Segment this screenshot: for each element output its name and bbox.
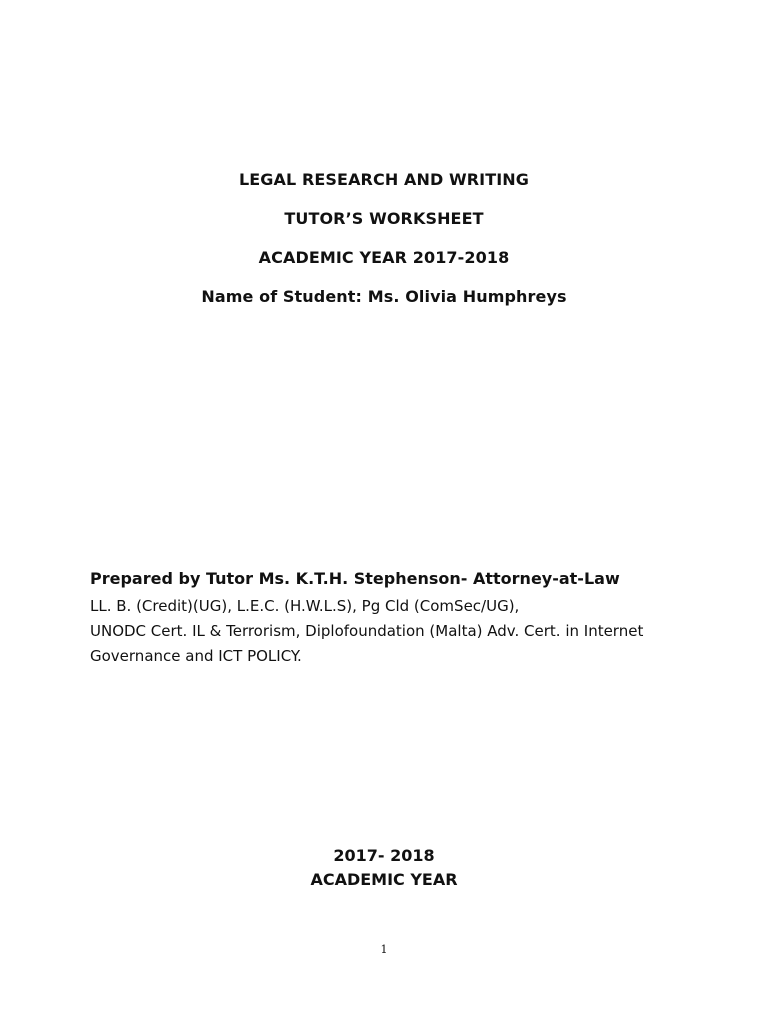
credentials-line: LL. B. (Credit)(UG), L.E.C. (H.W.L.S), Pg Cld (ComSec/UG),: [90, 597, 520, 615]
credentials-line: UNODC Cert. IL & Terrorism, Diplofoundation (Malta) Adv. Cert. in Internet: [90, 622, 644, 640]
academic-year-heading: ACADEMIC YEAR 2017-2018: [258, 248, 510, 267]
footer-block: [0, 844, 768, 892]
worksheet-title: TUTOR’S WORKSHEET: [284, 209, 484, 228]
footer-academic-year: ACADEMIC YEAR: [310, 870, 458, 889]
footer-year: 2017- 2018: [333, 846, 435, 865]
course-title: LEGAL RESEARCH AND WRITING: [238, 170, 530, 189]
credentials-line: Governance and ICT POLICY.: [90, 647, 302, 665]
prepared-by-heading: Prepared by Tutor Ms. K.T.H. Stephenson- Attorney-at-Law: [90, 569, 620, 588]
page-number: 1: [380, 943, 388, 956]
student-name: Name of Student: Ms. Olivia Humphreys: [201, 287, 567, 306]
title-block: [0, 170, 768, 326]
prepared-by-block: [90, 568, 710, 669]
